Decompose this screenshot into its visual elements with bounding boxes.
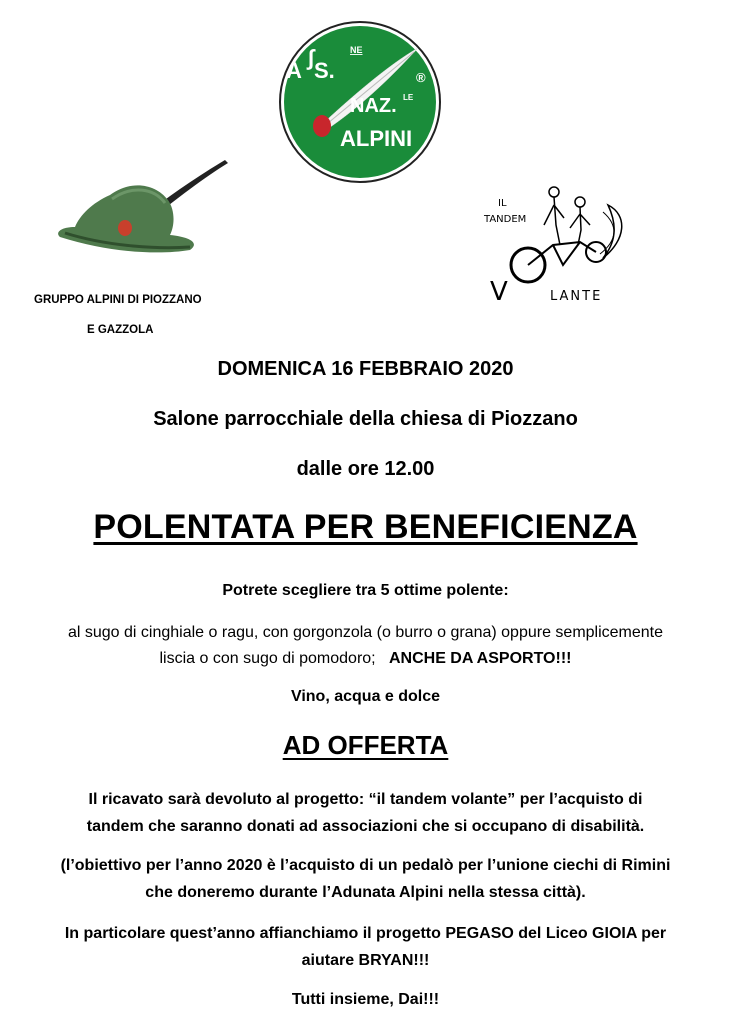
menu-options	[0, 620, 731, 672]
logo-text-sup-ne: NE	[350, 45, 363, 55]
logo-text-sup-le: LE	[403, 93, 414, 102]
svg-text:∫: ∫	[308, 45, 315, 70]
tandem-text-lante: LANTE	[550, 289, 603, 304]
paragraph-objective	[0, 852, 731, 906]
extras-line: Vino, acqua e dolce	[290, 688, 441, 705]
event-date: DOMENICA 16 FEBBRAIO 2020	[217, 358, 514, 380]
paragraph-pegaso-line1: In particolare quest’anno affianchiamo il progetto PEGASO del Liceo GIOIA per	[64, 925, 667, 942]
tandem-text-il: IL	[498, 198, 507, 209]
takeaway-notice: ANCHE DA ASPORTO!!!	[388, 650, 572, 667]
menu-options-line2	[0, 646, 731, 672]
menu-options-line2-text: liscia o con sugo di pomodoro;	[159, 650, 376, 667]
logo-text-alpini: ALPINI	[340, 126, 413, 151]
hat-pompom-icon	[118, 220, 132, 236]
logo-text-s: S.	[314, 58, 335, 83]
paragraph-pegaso-line2: aiutare BRYAN!!!	[301, 952, 430, 969]
menu-intro: Potrete scegliere tra 5 ottime polente:	[222, 582, 509, 599]
event-title: POLENTATA PER BENEFICIENZA	[93, 508, 638, 546]
tandem-text-v: V	[490, 277, 508, 307]
paragraph-proceeds	[0, 786, 731, 840]
event-venue: Salone parrocchiale della chiesa di Piozzano	[153, 408, 578, 430]
group-name-line1: GRUPPO ALPINI DI PIOZZANO	[34, 294, 202, 306]
paragraph-objective-line1: (l’obiettivo per l’anno 2020 è l’acquisto di un pedalò per l’unione ciechi di Rimini	[60, 857, 671, 874]
paragraph-proceeds-line2: tandem che saranno donati ad associazioni che si occupano di disabilità.	[86, 818, 645, 835]
paragraph-proceeds-line1: Il ricavato sarà devoluto al progetto: “il tandem volante” per l’acquisto di	[88, 791, 643, 808]
paragraph-pegaso	[0, 920, 731, 974]
paragraph-objective-line2: che doneremo durante l’Adunata Alpini nella stessa città).	[145, 884, 586, 901]
logo-text-a: A	[286, 58, 302, 83]
group-name-line2: E GAZZOLA	[87, 324, 154, 336]
tandem-volante-logo	[468, 170, 658, 318]
logo-text-naz: NAZ.	[350, 95, 397, 117]
event-time: dalle ore 12.00	[296, 458, 435, 480]
red-pompom-icon	[313, 115, 331, 137]
menu-options-line1: al sugo di cinghiale o ragu, con gorgonzola (o burro o grana) oppure semplicemente	[67, 624, 664, 641]
offer-heading: AD OFFERTA	[282, 730, 449, 760]
tandem-text-tandem: TANDEM	[484, 214, 527, 225]
closing-line: Tutti insieme, Dai!!!	[291, 991, 440, 1008]
registered-mark: ®	[416, 70, 426, 85]
alpine-hat-icon	[50, 155, 235, 265]
ana-logo	[278, 20, 442, 184]
